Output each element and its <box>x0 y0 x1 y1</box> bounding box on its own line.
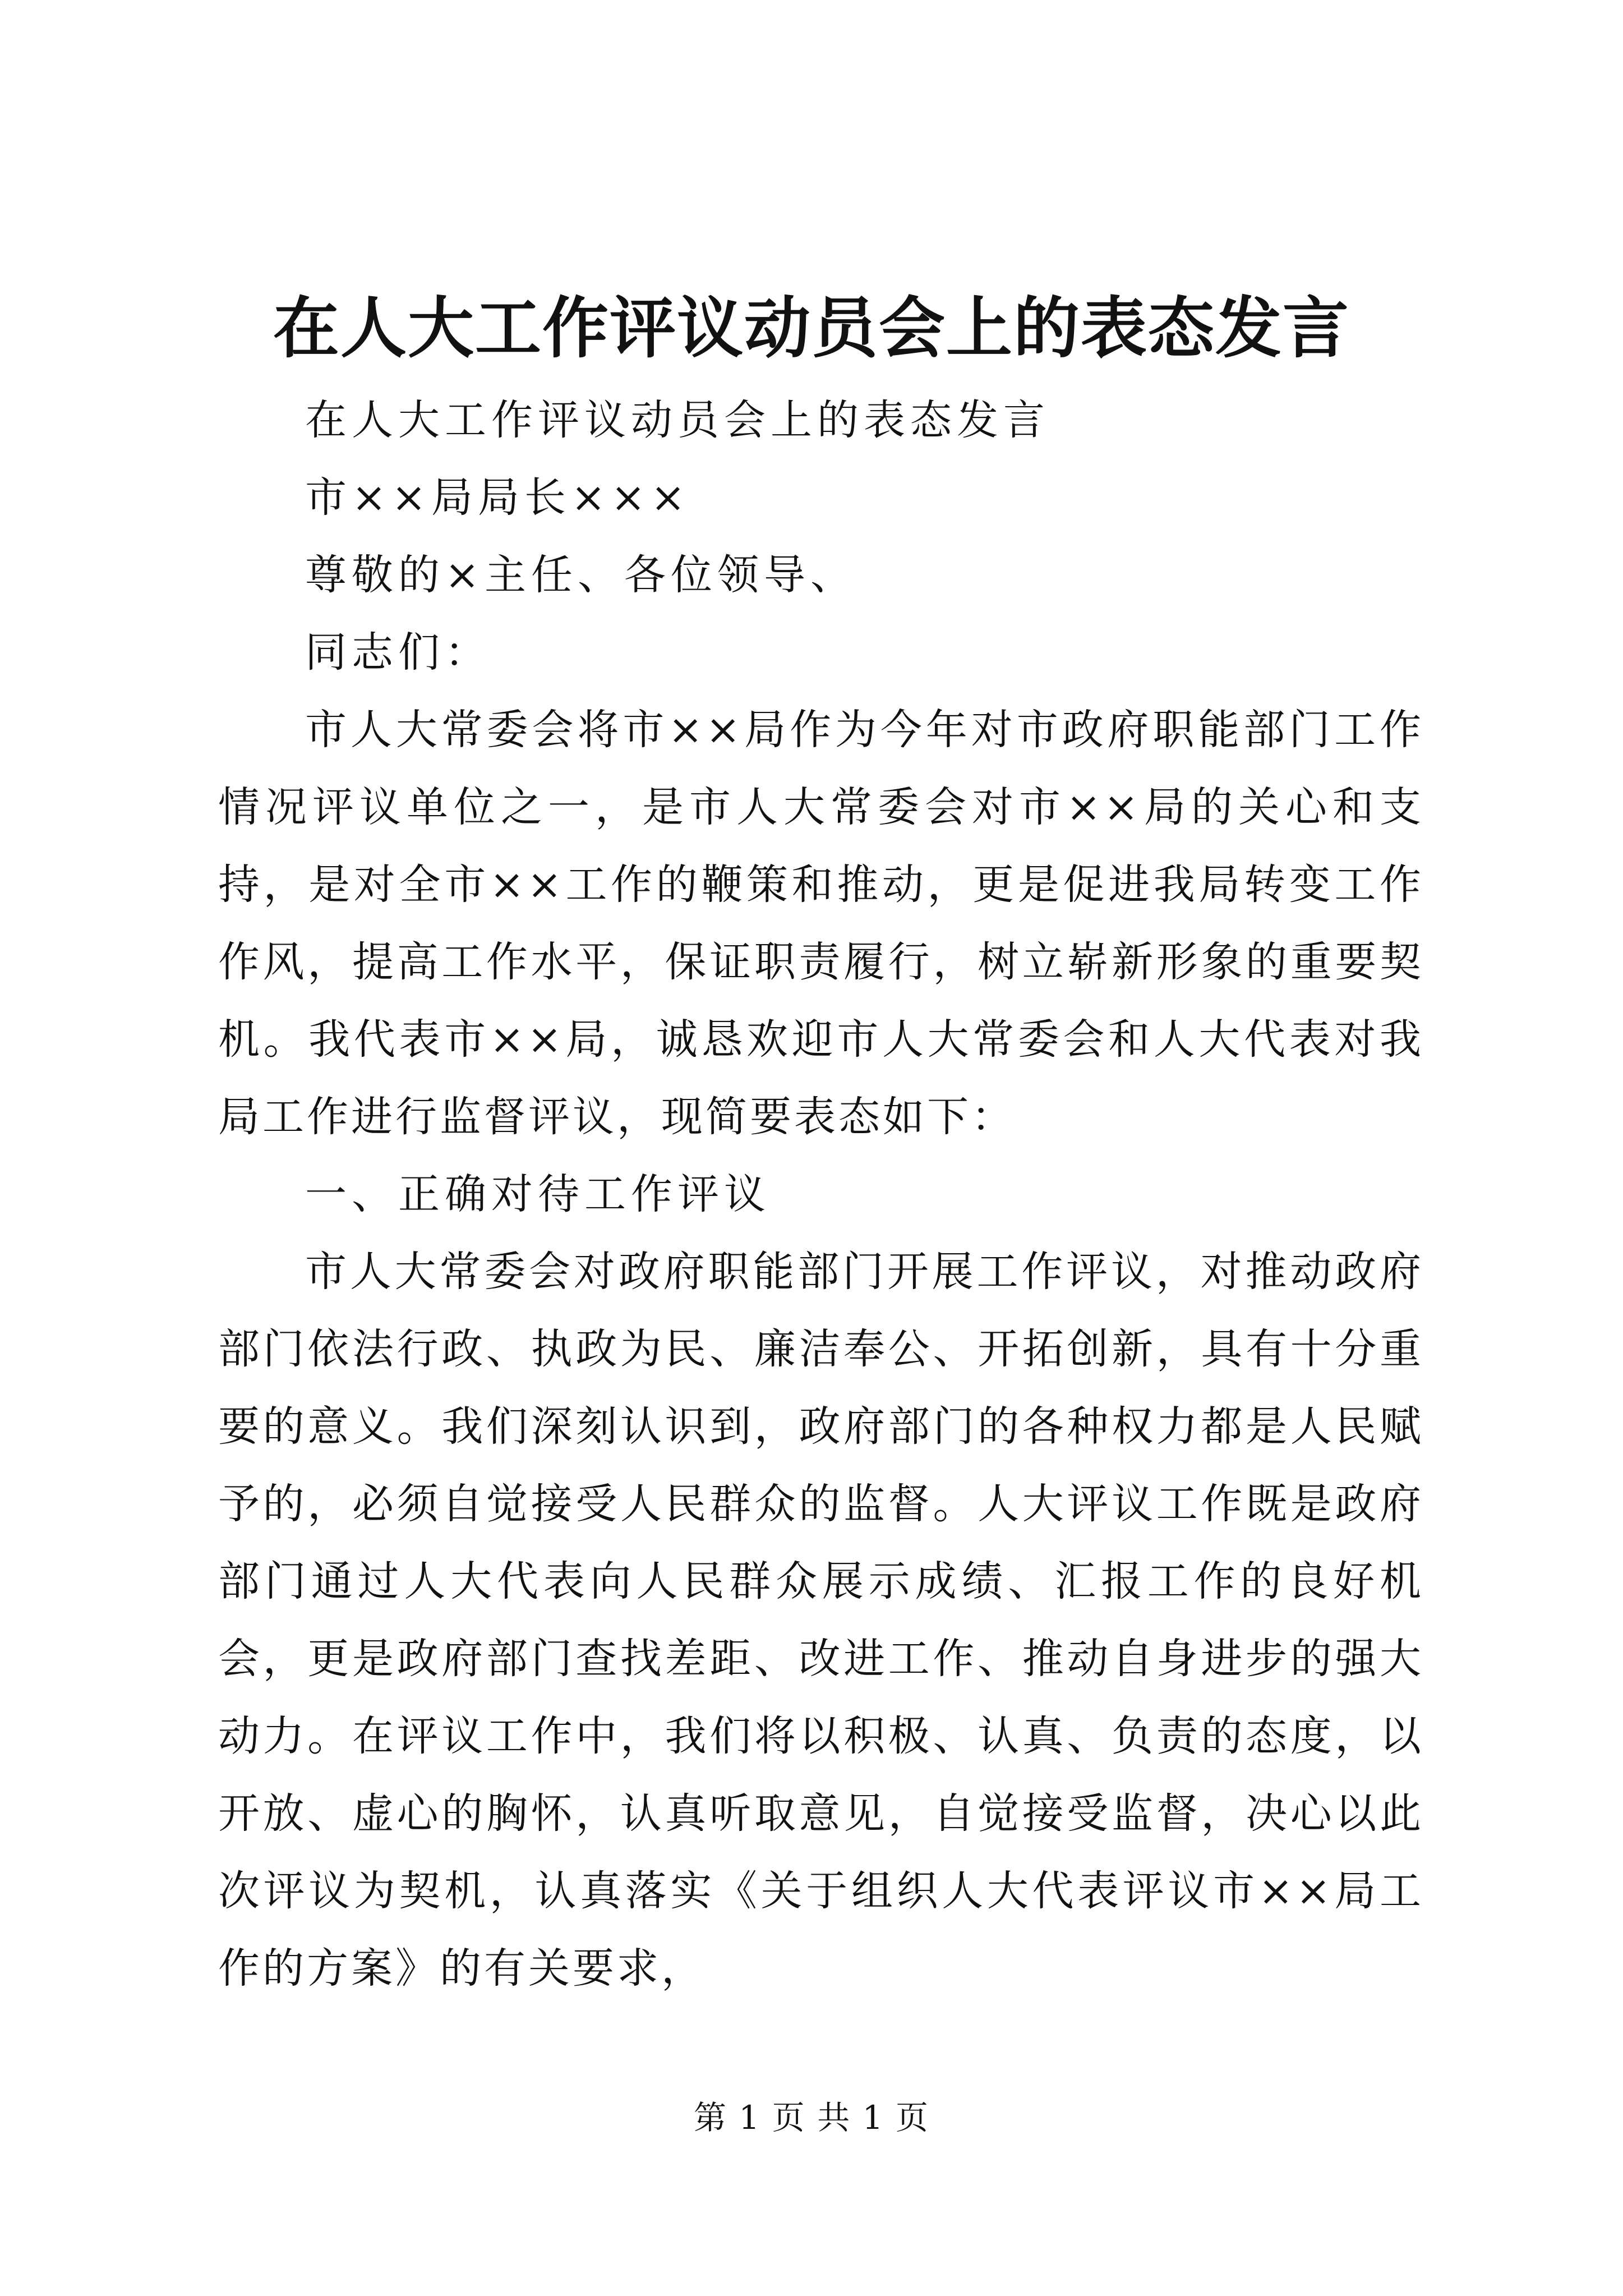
page-footer: 第 1 页 共 1 页 <box>694 2099 929 2137</box>
document-title: 在人大工作评议动员会上的表态发言 <box>273 289 1350 367</box>
salutation-line-2: 同志们： <box>305 628 491 677</box>
subtitle-line: 在人大工作评议动员会上的表态发言 <box>305 396 1050 444</box>
paragraph-intro: 市人大常委会将市××局作为今年对市政府职能部门工作情况评议单位之一，是市人大常委会对市××局的关心和支持，是对全市××工作的鞭策和推动，更是促进我局转变工作作风，提高工作水平，保证职责履行，树立崭新形象的重要契机。我代表市××局，诚恳欢迎市人大常委会和人大代表对我局工作进行监督评议，现简要表态如下： <box>218 706 1424 1141</box>
section-heading-1: 一、正确对待工作评议 <box>305 1170 771 1218</box>
speaker-line: 市××局局长××× <box>305 473 691 522</box>
document-body <box>218 381 1424 2007</box>
salutation-line-1: 尊敬的×主任、各位领导、 <box>305 551 857 599</box>
paragraph-section-1: 市人大常委会对政府职能部门开展工作评议，对推动政府部门依法行政、执政为民、廉洁奉公、开拓创新，具有十分重要的意义。我们深刻认识到，政府部门的各种权力都是人民赋予的，必须自觉接受人民群众的监督。人大评议工作既是政府部门通过人大代表向人民群众展示成绩、汇报工作的良好机会，更是政府部门查找差距、改进工作、推动自身进步的强大动力。在评议工作中，我们将以积极、认真、负责的态度，以开放、虚心的胸怀，认真听取意见，自觉接受监督，决心以此次评议为契机，认真落实《关于组织人大代表评议市××局工作的方案》的有关要求， <box>218 1248 1424 1993</box>
